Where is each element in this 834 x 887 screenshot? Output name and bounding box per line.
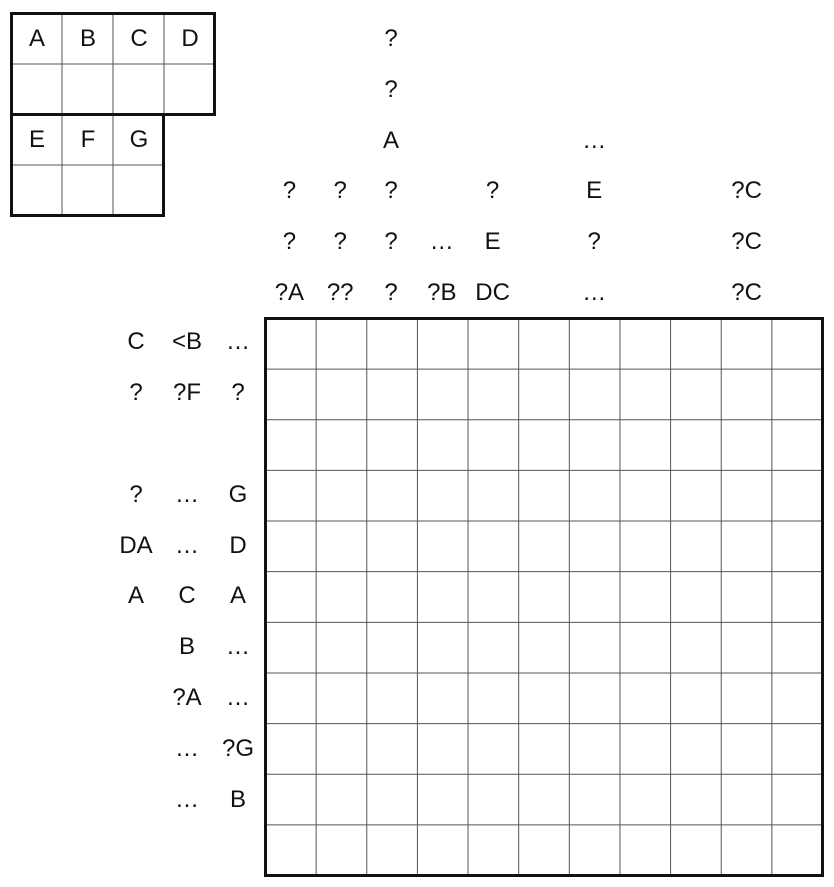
grid-cell[interactable] bbox=[417, 572, 468, 623]
row-clue: ? bbox=[129, 379, 143, 407]
grid-cell[interactable] bbox=[721, 521, 772, 572]
grid-cell[interactable] bbox=[772, 572, 823, 623]
legend-letter-f: F bbox=[80, 126, 96, 153]
legend-letter-a: A bbox=[28, 25, 45, 52]
grid-cell[interactable] bbox=[620, 521, 671, 572]
grid-cell[interactable] bbox=[620, 622, 671, 673]
grid-cell[interactable] bbox=[367, 521, 418, 572]
grid-cell[interactable] bbox=[671, 724, 722, 775]
grid-cell[interactable] bbox=[772, 673, 823, 724]
grid-cell[interactable] bbox=[316, 420, 367, 471]
column-clue: … bbox=[429, 228, 454, 256]
grid-cell[interactable] bbox=[671, 420, 722, 471]
grid-cell[interactable] bbox=[316, 724, 367, 775]
grid-cell[interactable] bbox=[721, 319, 772, 370]
grid-cell[interactable] bbox=[367, 622, 418, 673]
grid-cell[interactable] bbox=[671, 825, 722, 876]
grid-cell[interactable] bbox=[569, 470, 620, 521]
grid-cell[interactable] bbox=[468, 774, 519, 825]
column-clue: ? bbox=[384, 25, 398, 52]
grid-cell[interactable] bbox=[266, 825, 317, 876]
grid-cell[interactable] bbox=[417, 470, 468, 521]
grid-cell[interactable] bbox=[671, 470, 722, 521]
grid-cell[interactable] bbox=[569, 420, 620, 471]
grid-cell[interactable] bbox=[367, 319, 418, 370]
column-clue: A bbox=[382, 126, 399, 154]
grid-cell[interactable] bbox=[671, 774, 722, 825]
row-clue: ? bbox=[129, 480, 143, 508]
grid-cell[interactable] bbox=[671, 622, 722, 673]
column-clue: ? bbox=[384, 75, 398, 103]
grid-cell[interactable] bbox=[367, 369, 418, 420]
grid-cell[interactable] bbox=[569, 673, 620, 724]
column-clue: E bbox=[586, 177, 603, 205]
puzzle-grid[interactable] bbox=[264, 317, 824, 877]
grid-cell[interactable] bbox=[468, 622, 519, 673]
grid-cell[interactable] bbox=[266, 724, 317, 775]
grid-cell[interactable] bbox=[519, 369, 570, 420]
grid-cell[interactable] bbox=[468, 470, 519, 521]
grid-cell[interactable] bbox=[569, 369, 620, 420]
grid-cell[interactable] bbox=[417, 673, 468, 724]
grid-cell[interactable] bbox=[671, 673, 722, 724]
grid-cell[interactable] bbox=[266, 774, 317, 825]
grid-cell[interactable] bbox=[519, 673, 570, 724]
grid-cell[interactable] bbox=[721, 420, 772, 471]
grid-cell[interactable] bbox=[620, 572, 671, 623]
grid-cell[interactable] bbox=[721, 470, 772, 521]
grid-cell[interactable] bbox=[266, 673, 317, 724]
grid-cell[interactable] bbox=[417, 724, 468, 775]
grid-cell[interactable] bbox=[316, 774, 367, 825]
column-clue: ? bbox=[282, 228, 297, 256]
legend-letter-b: B bbox=[79, 25, 96, 52]
grid-cell[interactable] bbox=[316, 572, 367, 623]
grid-cell[interactable] bbox=[620, 673, 671, 724]
grid-cell[interactable] bbox=[772, 420, 823, 471]
row-clue: ?F bbox=[172, 379, 201, 407]
grid-cell[interactable] bbox=[569, 572, 620, 623]
column-clue: DC bbox=[475, 279, 510, 306]
grid-cell[interactable] bbox=[417, 369, 468, 420]
grid-cell[interactable] bbox=[569, 521, 620, 572]
grid-cell[interactable] bbox=[266, 470, 317, 521]
grid-cell[interactable] bbox=[367, 774, 418, 825]
column-clue: ?B bbox=[427, 279, 457, 306]
grid-cell[interactable] bbox=[468, 319, 519, 370]
row-clue: A bbox=[127, 582, 144, 610]
grid-cell[interactable] bbox=[367, 825, 418, 876]
grid-cell[interactable] bbox=[721, 369, 772, 420]
column-clue: ?? bbox=[326, 279, 354, 306]
grid-cell[interactable] bbox=[468, 572, 519, 623]
grid-cell[interactable] bbox=[519, 470, 570, 521]
grid-cell[interactable] bbox=[772, 521, 823, 572]
grid-cell[interactable] bbox=[468, 369, 519, 420]
column-clue: ?A bbox=[274, 279, 305, 306]
row-clue: D bbox=[229, 531, 247, 559]
grid-cell[interactable] bbox=[620, 470, 671, 521]
grid-cell[interactable] bbox=[772, 724, 823, 775]
row-clue: ? bbox=[231, 379, 245, 407]
row-clue: C bbox=[127, 328, 145, 356]
row-clue: <B bbox=[171, 328, 203, 356]
grid-cell[interactable] bbox=[367, 572, 418, 623]
row-clue: ?G bbox=[221, 734, 254, 762]
grid-cell[interactable] bbox=[671, 572, 722, 623]
row-clue: B bbox=[178, 633, 195, 661]
grid-cell[interactable] bbox=[316, 521, 367, 572]
grid-cell[interactable] bbox=[620, 724, 671, 775]
row-clue: … bbox=[226, 684, 250, 711]
grid-cell[interactable] bbox=[266, 319, 317, 370]
column-clue: … bbox=[582, 279, 607, 306]
grid-cell[interactable] bbox=[569, 724, 620, 775]
row-clue: DA bbox=[119, 531, 153, 559]
grid-cell[interactable] bbox=[772, 774, 823, 825]
grid-cell[interactable] bbox=[367, 724, 418, 775]
row-clue: … bbox=[175, 734, 199, 762]
column-clue: ? bbox=[282, 177, 297, 205]
column-clue: ?C bbox=[731, 279, 762, 306]
grid-cell[interactable] bbox=[569, 825, 620, 876]
row-clue: B bbox=[229, 785, 246, 813]
legend-letter-d: D bbox=[181, 25, 199, 52]
grid-cell[interactable] bbox=[468, 724, 519, 775]
grid-cell[interactable] bbox=[266, 572, 317, 623]
grid-cell[interactable] bbox=[721, 622, 772, 673]
column-clue: … bbox=[582, 126, 607, 154]
row-clue: … bbox=[226, 633, 250, 661]
column-clue: ? bbox=[485, 177, 500, 205]
grid-cell[interactable] bbox=[417, 825, 468, 876]
grid-cell[interactable] bbox=[721, 774, 772, 825]
grid-cell[interactable] bbox=[316, 319, 367, 370]
grid-cell[interactable] bbox=[569, 774, 620, 825]
grid-cell[interactable] bbox=[468, 825, 519, 876]
grid-cell[interactable] bbox=[316, 369, 367, 420]
row-clue: … bbox=[226, 328, 250, 356]
column-clue: ? bbox=[587, 228, 601, 256]
grid-cell[interactable] bbox=[519, 319, 570, 370]
grid-cell[interactable] bbox=[316, 825, 367, 876]
grid-cell[interactable] bbox=[367, 420, 418, 471]
legend-letter-c: C bbox=[130, 25, 148, 52]
grid-cell[interactable] bbox=[620, 774, 671, 825]
grid-cell[interactable] bbox=[417, 521, 468, 572]
grid-cell[interactable] bbox=[671, 521, 722, 572]
grid-cell[interactable] bbox=[316, 622, 367, 673]
grid-cell[interactable] bbox=[772, 319, 823, 370]
grid-cell[interactable] bbox=[620, 369, 671, 420]
grid-cell[interactable] bbox=[519, 825, 570, 876]
legend-letter-g: G bbox=[129, 126, 149, 153]
grid-cell[interactable] bbox=[519, 774, 570, 825]
grid-cell[interactable] bbox=[620, 825, 671, 876]
row-clue: C bbox=[178, 582, 196, 610]
grid-cell[interactable] bbox=[519, 622, 570, 673]
grid-cell[interactable] bbox=[417, 774, 468, 825]
row-clue: G bbox=[228, 480, 248, 508]
grid-cell[interactable] bbox=[316, 673, 367, 724]
grid-cell[interactable] bbox=[417, 420, 468, 471]
grid-cell[interactable] bbox=[721, 673, 772, 724]
column-clue: ? bbox=[333, 228, 347, 256]
grid-cell[interactable] bbox=[468, 420, 519, 471]
grid-cell[interactable] bbox=[620, 319, 671, 370]
grid-cell[interactable] bbox=[519, 420, 570, 471]
grid-cell[interactable] bbox=[468, 673, 519, 724]
grid-cell[interactable] bbox=[367, 470, 418, 521]
grid-cell[interactable] bbox=[316, 470, 367, 521]
grid-cell[interactable] bbox=[417, 622, 468, 673]
grid-cell[interactable] bbox=[266, 420, 317, 471]
column-clue: E bbox=[484, 228, 501, 256]
grid-cell[interactable] bbox=[519, 521, 570, 572]
grid-cell[interactable] bbox=[266, 369, 317, 420]
legend-key bbox=[10, 12, 216, 218]
column-clue: ? bbox=[384, 279, 398, 306]
column-clue: ?C bbox=[731, 228, 762, 256]
row-clue: A bbox=[229, 582, 246, 610]
column-clue: ? bbox=[384, 228, 398, 256]
grid-cell[interactable] bbox=[721, 724, 772, 775]
grid-cell[interactable] bbox=[772, 369, 823, 420]
grid-cell[interactable] bbox=[367, 673, 418, 724]
row-clue: … bbox=[175, 531, 199, 559]
grid-cell[interactable] bbox=[417, 319, 468, 370]
column-clue: ? bbox=[333, 177, 347, 205]
grid-cell[interactable] bbox=[569, 622, 620, 673]
row-clue: … bbox=[175, 785, 199, 813]
grid-cell[interactable] bbox=[721, 572, 772, 623]
grid-cell[interactable] bbox=[671, 319, 722, 370]
row-clue: … bbox=[175, 480, 199, 508]
column-clue: ?C bbox=[731, 177, 762, 205]
grid-cell[interactable] bbox=[569, 319, 620, 370]
legend-letter-e: E bbox=[28, 126, 45, 153]
grid-cell[interactable] bbox=[519, 724, 570, 775]
grid-cell[interactable] bbox=[671, 369, 722, 420]
grid-cell[interactable] bbox=[772, 825, 823, 876]
grid-cell[interactable] bbox=[772, 470, 823, 521]
grid-cell[interactable] bbox=[468, 521, 519, 572]
grid-cell[interactable] bbox=[772, 622, 823, 673]
grid-cell[interactable] bbox=[519, 572, 570, 623]
grid-cell[interactable] bbox=[721, 825, 772, 876]
column-clue: ? bbox=[384, 177, 398, 205]
grid-cell[interactable] bbox=[266, 521, 317, 572]
grid-cell[interactable] bbox=[266, 622, 317, 673]
grid-cell[interactable] bbox=[620, 420, 671, 471]
row-clue: ?A bbox=[172, 684, 202, 711]
